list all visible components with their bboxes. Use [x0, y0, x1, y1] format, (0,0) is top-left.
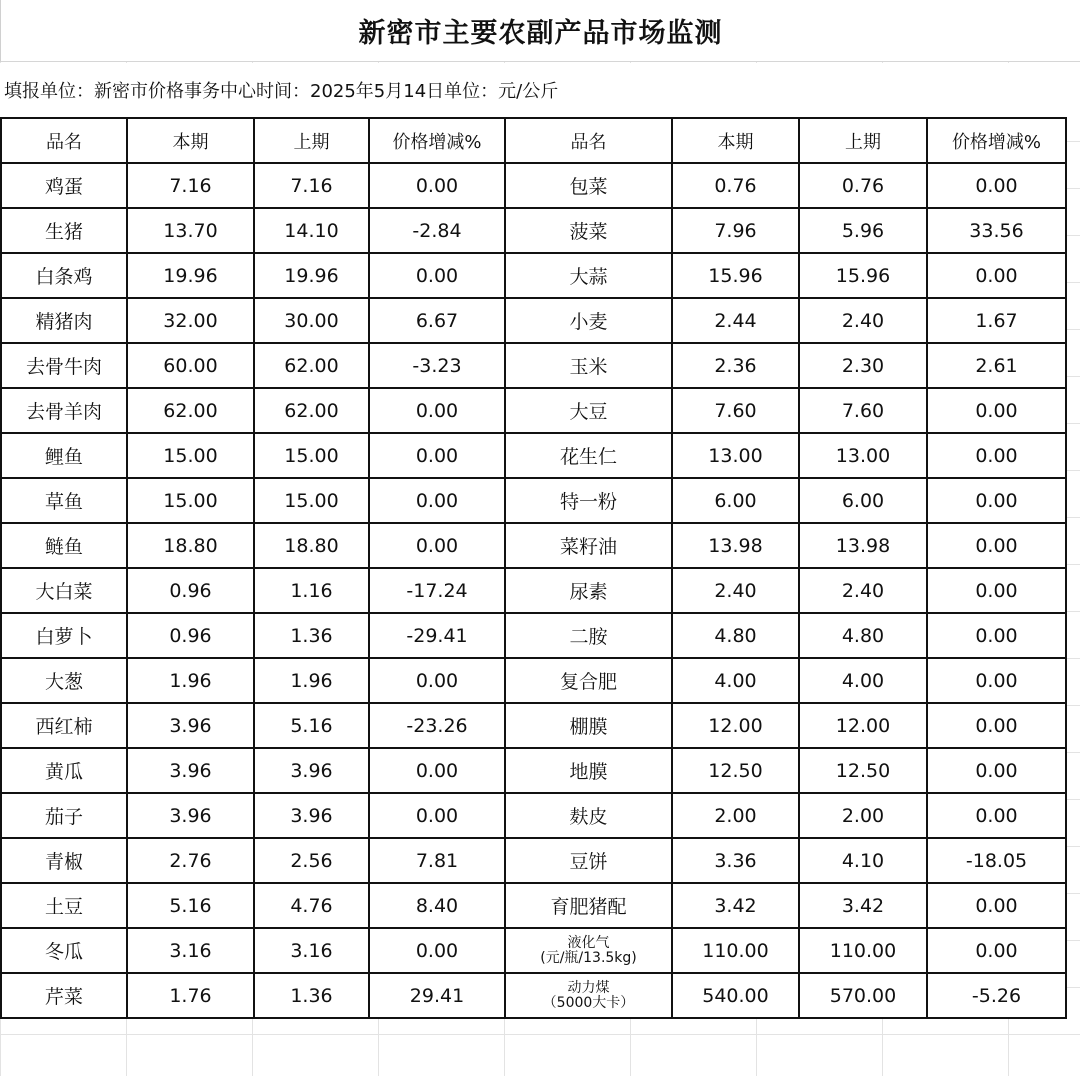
item-name-right[interactable]: 小麦	[505, 298, 672, 343]
table-row	[1, 568, 1066, 613]
change-percent-right[interactable]: 0.00	[927, 748, 1066, 793]
current-price-right[interactable]: 13.00	[672, 433, 799, 478]
item-name-right[interactable]: 特一粉	[505, 478, 672, 523]
change-percent-left[interactable]: 0.00	[369, 748, 505, 793]
table-row	[1, 703, 1066, 748]
change-percent-right[interactable]: 0.00	[927, 928, 1066, 973]
current-price-right[interactable]: 7.96	[672, 208, 799, 253]
current-price-right[interactable]: 12.00	[672, 703, 799, 748]
previous-price-right[interactable]: 2.00	[799, 793, 927, 838]
previous-price-left[interactable]: 30.00	[254, 298, 369, 343]
change-percent-left[interactable]: -23.26	[369, 703, 505, 748]
item-name-left[interactable]: 茄子	[1, 793, 127, 838]
table-row	[1, 973, 1066, 1018]
item-name-left[interactable]: 芹菜	[1, 973, 127, 1018]
table-body	[1, 163, 1066, 1018]
header-current-left: 本期	[127, 118, 254, 163]
change-percent-right[interactable]: 0.00	[927, 658, 1066, 703]
previous-price-left[interactable]: 19.96	[254, 253, 369, 298]
change-percent-left[interactable]: -2.84	[369, 208, 505, 253]
previous-price-right[interactable]: 15.96	[799, 253, 927, 298]
current-price-right[interactable]: 2.44	[672, 298, 799, 343]
item-name-right[interactable]: 二胺	[505, 613, 672, 658]
item-name-left[interactable]: 冬瓜	[1, 928, 127, 973]
change-percent-right[interactable]: 0.00	[927, 523, 1066, 568]
current-price-right[interactable]: 15.96	[672, 253, 799, 298]
change-percent-right[interactable]: -5.26	[927, 973, 1066, 1018]
item-name-left[interactable]: 去骨羊肉	[1, 388, 127, 433]
header-name-left: 品名	[1, 118, 127, 163]
previous-price-left[interactable]: 14.10	[254, 208, 369, 253]
current-price-right[interactable]: 2.40	[672, 568, 799, 613]
header-previous-right: 上期	[799, 118, 927, 163]
change-percent-left[interactable]: -29.41	[369, 613, 505, 658]
change-percent-left[interactable]: 8.40	[369, 883, 505, 928]
change-percent-right[interactable]: 1.67	[927, 298, 1066, 343]
current-price-left[interactable]: 15.00	[127, 433, 254, 478]
change-percent-right[interactable]: 0.00	[927, 478, 1066, 523]
current-price-right[interactable]: 12.50	[672, 748, 799, 793]
change-percent-left[interactable]: 0.00	[369, 658, 505, 703]
item-name-line: 动力煤	[567, 979, 610, 996]
change-percent-left[interactable]: 0.00	[369, 928, 505, 973]
current-price-left[interactable]: 3.96	[127, 793, 254, 838]
table-row	[1, 928, 1066, 973]
previous-price-left[interactable]: 7.16	[254, 163, 369, 208]
previous-price-left[interactable]: 62.00	[254, 388, 369, 433]
item-name-left[interactable]: 土豆	[1, 883, 127, 928]
change-percent-right[interactable]: 0.00	[927, 388, 1066, 433]
change-percent-right[interactable]: 33.56	[927, 208, 1066, 253]
table-row	[1, 208, 1066, 253]
current-price-right[interactable]: 13.98	[672, 523, 799, 568]
table-row	[1, 883, 1066, 928]
header-current-right: 本期	[672, 118, 799, 163]
item-name-left[interactable]: 白萝卜	[1, 613, 127, 658]
previous-price-right[interactable]: 2.40	[799, 298, 927, 343]
table-row	[1, 298, 1066, 343]
previous-price-right[interactable]: 13.00	[799, 433, 927, 478]
table-row	[1, 343, 1066, 388]
previous-price-right[interactable]: 12.50	[799, 748, 927, 793]
item-name-right[interactable]: 菠菜	[505, 208, 672, 253]
item-name-left[interactable]: 大白菜	[1, 568, 127, 613]
item-name-right[interactable]: 豆饼	[505, 838, 672, 883]
item-name-right[interactable]: 育肥猪配	[505, 883, 672, 928]
previous-price-right[interactable]: 4.10	[799, 838, 927, 883]
current-price-right[interactable]: 4.80	[672, 613, 799, 658]
current-price-left[interactable]: 5.16	[127, 883, 254, 928]
header-row	[1, 118, 1066, 163]
previous-price-left[interactable]: 3.96	[254, 793, 369, 838]
item-name-left[interactable]: 草鱼	[1, 478, 127, 523]
change-percent-right[interactable]: 0.00	[927, 568, 1066, 613]
page-title: 新密市主要农副产品市场监测	[358, 18, 723, 49]
change-percent-right[interactable]: 0.00	[927, 793, 1066, 838]
current-price-left[interactable]: 15.00	[127, 478, 254, 523]
current-price-left[interactable]: 1.76	[127, 973, 254, 1018]
price-table	[0, 117, 1067, 1019]
item-name-line: (元/瓶/13.5kg)	[540, 949, 637, 966]
previous-price-left[interactable]: 15.00	[254, 433, 369, 478]
current-price-left[interactable]: 13.70	[127, 208, 254, 253]
header-name-right: 品名	[505, 118, 672, 163]
change-percent-left[interactable]: 29.41	[369, 973, 505, 1018]
previous-price-left[interactable]: 2.56	[254, 838, 369, 883]
current-price-right[interactable]: 4.00	[672, 658, 799, 703]
previous-price-right[interactable]: 570.00	[799, 973, 927, 1018]
previous-price-left[interactable]: 5.16	[254, 703, 369, 748]
item-name-left[interactable]: 精猪肉	[1, 298, 127, 343]
current-price-right[interactable]: 7.60	[672, 388, 799, 433]
current-price-right[interactable]: 3.36	[672, 838, 799, 883]
table-row	[1, 253, 1066, 298]
previous-price-left[interactable]: 1.16	[254, 568, 369, 613]
item-name-left[interactable]: 鲢鱼	[1, 523, 127, 568]
change-percent-right[interactable]: 0.00	[927, 433, 1066, 478]
previous-price-right[interactable]: 2.30	[799, 343, 927, 388]
previous-price-right[interactable]: 5.96	[799, 208, 927, 253]
change-percent-right[interactable]: 0.00	[927, 703, 1066, 748]
previous-price-left[interactable]: 62.00	[254, 343, 369, 388]
item-name-right[interactable]	[505, 973, 672, 1018]
change-percent-left[interactable]: 0.00	[369, 433, 505, 478]
previous-price-left[interactable]: 1.96	[254, 658, 369, 703]
current-price-left[interactable]: 18.80	[127, 523, 254, 568]
current-price-left[interactable]: 1.96	[127, 658, 254, 703]
info-row	[0, 63, 1080, 117]
item-name-right[interactable]: 花生仁	[505, 433, 672, 478]
previous-price-right[interactable]: 3.42	[799, 883, 927, 928]
item-name-right[interactable]: 大豆	[505, 388, 672, 433]
change-percent-right[interactable]: 2.61	[927, 343, 1066, 388]
item-name-line: （5000大卡）	[542, 994, 635, 1011]
item-name-left[interactable]: 大葱	[1, 658, 127, 703]
item-name-right[interactable]	[505, 928, 672, 973]
change-percent-left[interactable]: 6.67	[369, 298, 505, 343]
item-name-left[interactable]: 生猪	[1, 208, 127, 253]
current-price-left[interactable]: 0.96	[127, 613, 254, 658]
previous-price-right[interactable]: 12.00	[799, 703, 927, 748]
current-price-right[interactable]: 540.00	[672, 973, 799, 1018]
current-price-right[interactable]: 0.76	[672, 163, 799, 208]
item-name-left[interactable]: 鲤鱼	[1, 433, 127, 478]
table-row	[1, 523, 1066, 568]
current-price-left[interactable]: 60.00	[127, 343, 254, 388]
table-row	[1, 478, 1066, 523]
current-price-right[interactable]: 110.00	[672, 928, 799, 973]
header-change-left: 价格增减%	[369, 118, 505, 163]
change-percent-right[interactable]: 0.00	[927, 613, 1066, 658]
item-name-line: 液化气	[567, 934, 610, 951]
item-name-right[interactable]: 尿素	[505, 568, 672, 613]
change-percent-left[interactable]: 7.81	[369, 838, 505, 883]
title-row	[0, 0, 1080, 62]
previous-price-right[interactable]: 110.00	[799, 928, 927, 973]
item-name-right[interactable]: 棚膜	[505, 703, 672, 748]
previous-price-left[interactable]: 3.16	[254, 928, 369, 973]
current-price-left[interactable]: 62.00	[127, 388, 254, 433]
change-percent-left[interactable]: 0.00	[369, 253, 505, 298]
previous-price-left[interactable]: 18.80	[254, 523, 369, 568]
change-percent-left[interactable]: 0.00	[369, 388, 505, 433]
current-price-left[interactable]: 0.96	[127, 568, 254, 613]
table-row	[1, 793, 1066, 838]
change-percent-left[interactable]: 0.00	[369, 523, 505, 568]
current-price-left[interactable]: 7.16	[127, 163, 254, 208]
previous-price-right[interactable]: 6.00	[799, 478, 927, 523]
current-price-right[interactable]: 2.00	[672, 793, 799, 838]
previous-price-right[interactable]: 4.80	[799, 613, 927, 658]
change-percent-left[interactable]: -17.24	[369, 568, 505, 613]
previous-price-left[interactable]: 4.76	[254, 883, 369, 928]
item-name-right[interactable]: 复合肥	[505, 658, 672, 703]
item-name-left[interactable]: 青椒	[1, 838, 127, 883]
change-percent-left[interactable]: 0.00	[369, 793, 505, 838]
current-price-left[interactable]: 3.96	[127, 748, 254, 793]
item-name-left[interactable]: 西红柿	[1, 703, 127, 748]
change-percent-right[interactable]: 0.00	[927, 883, 1066, 928]
item-name-left[interactable]: 鸡蛋	[1, 163, 127, 208]
report-info: 填报单位：新密市价格事务中心时间：2025年5月14日单位：元/公斤	[4, 81, 559, 102]
item-name-left[interactable]: 黄瓜	[1, 748, 127, 793]
current-price-left[interactable]: 32.00	[127, 298, 254, 343]
table-row	[1, 658, 1066, 703]
current-price-left[interactable]: 2.76	[127, 838, 254, 883]
previous-price-left[interactable]: 1.36	[254, 973, 369, 1018]
item-name-right[interactable]: 麸皮	[505, 793, 672, 838]
change-percent-right[interactable]: 0.00	[927, 253, 1066, 298]
current-price-left[interactable]: 19.96	[127, 253, 254, 298]
current-price-right[interactable]: 6.00	[672, 478, 799, 523]
previous-price-left[interactable]: 15.00	[254, 478, 369, 523]
previous-price-right[interactable]: 0.76	[799, 163, 927, 208]
previous-price-right[interactable]: 7.60	[799, 388, 927, 433]
item-name-right[interactable]: 玉米	[505, 343, 672, 388]
previous-price-right[interactable]: 4.00	[799, 658, 927, 703]
table-row	[1, 388, 1066, 433]
previous-price-right[interactable]: 2.40	[799, 568, 927, 613]
item-name-left[interactable]: 白条鸡	[1, 253, 127, 298]
change-percent-left[interactable]: 0.00	[369, 478, 505, 523]
previous-price-right[interactable]: 13.98	[799, 523, 927, 568]
item-name-left[interactable]: 去骨牛肉	[1, 343, 127, 388]
change-percent-right[interactable]: 0.00	[927, 163, 1066, 208]
current-price-right[interactable]: 2.36	[672, 343, 799, 388]
change-percent-right[interactable]: -18.05	[927, 838, 1066, 883]
current-price-left[interactable]: 3.16	[127, 928, 254, 973]
item-name-right[interactable]: 地膜	[505, 748, 672, 793]
change-percent-left[interactable]: 0.00	[369, 163, 505, 208]
table-row	[1, 748, 1066, 793]
item-name-right[interactable]: 菜籽油	[505, 523, 672, 568]
previous-price-left[interactable]: 1.36	[254, 613, 369, 658]
change-percent-left[interactable]: -3.23	[369, 343, 505, 388]
header-previous-left: 上期	[254, 118, 369, 163]
current-price-left[interactable]: 3.96	[127, 703, 254, 748]
table-row	[1, 613, 1066, 658]
table-row	[1, 163, 1066, 208]
item-name-right[interactable]: 大蒜	[505, 253, 672, 298]
current-price-right[interactable]: 3.42	[672, 883, 799, 928]
item-name-right[interactable]: 包菜	[505, 163, 672, 208]
header-change-right: 价格增减%	[927, 118, 1066, 163]
table-row	[1, 433, 1066, 478]
table-row	[1, 838, 1066, 883]
previous-price-left[interactable]: 3.96	[254, 748, 369, 793]
